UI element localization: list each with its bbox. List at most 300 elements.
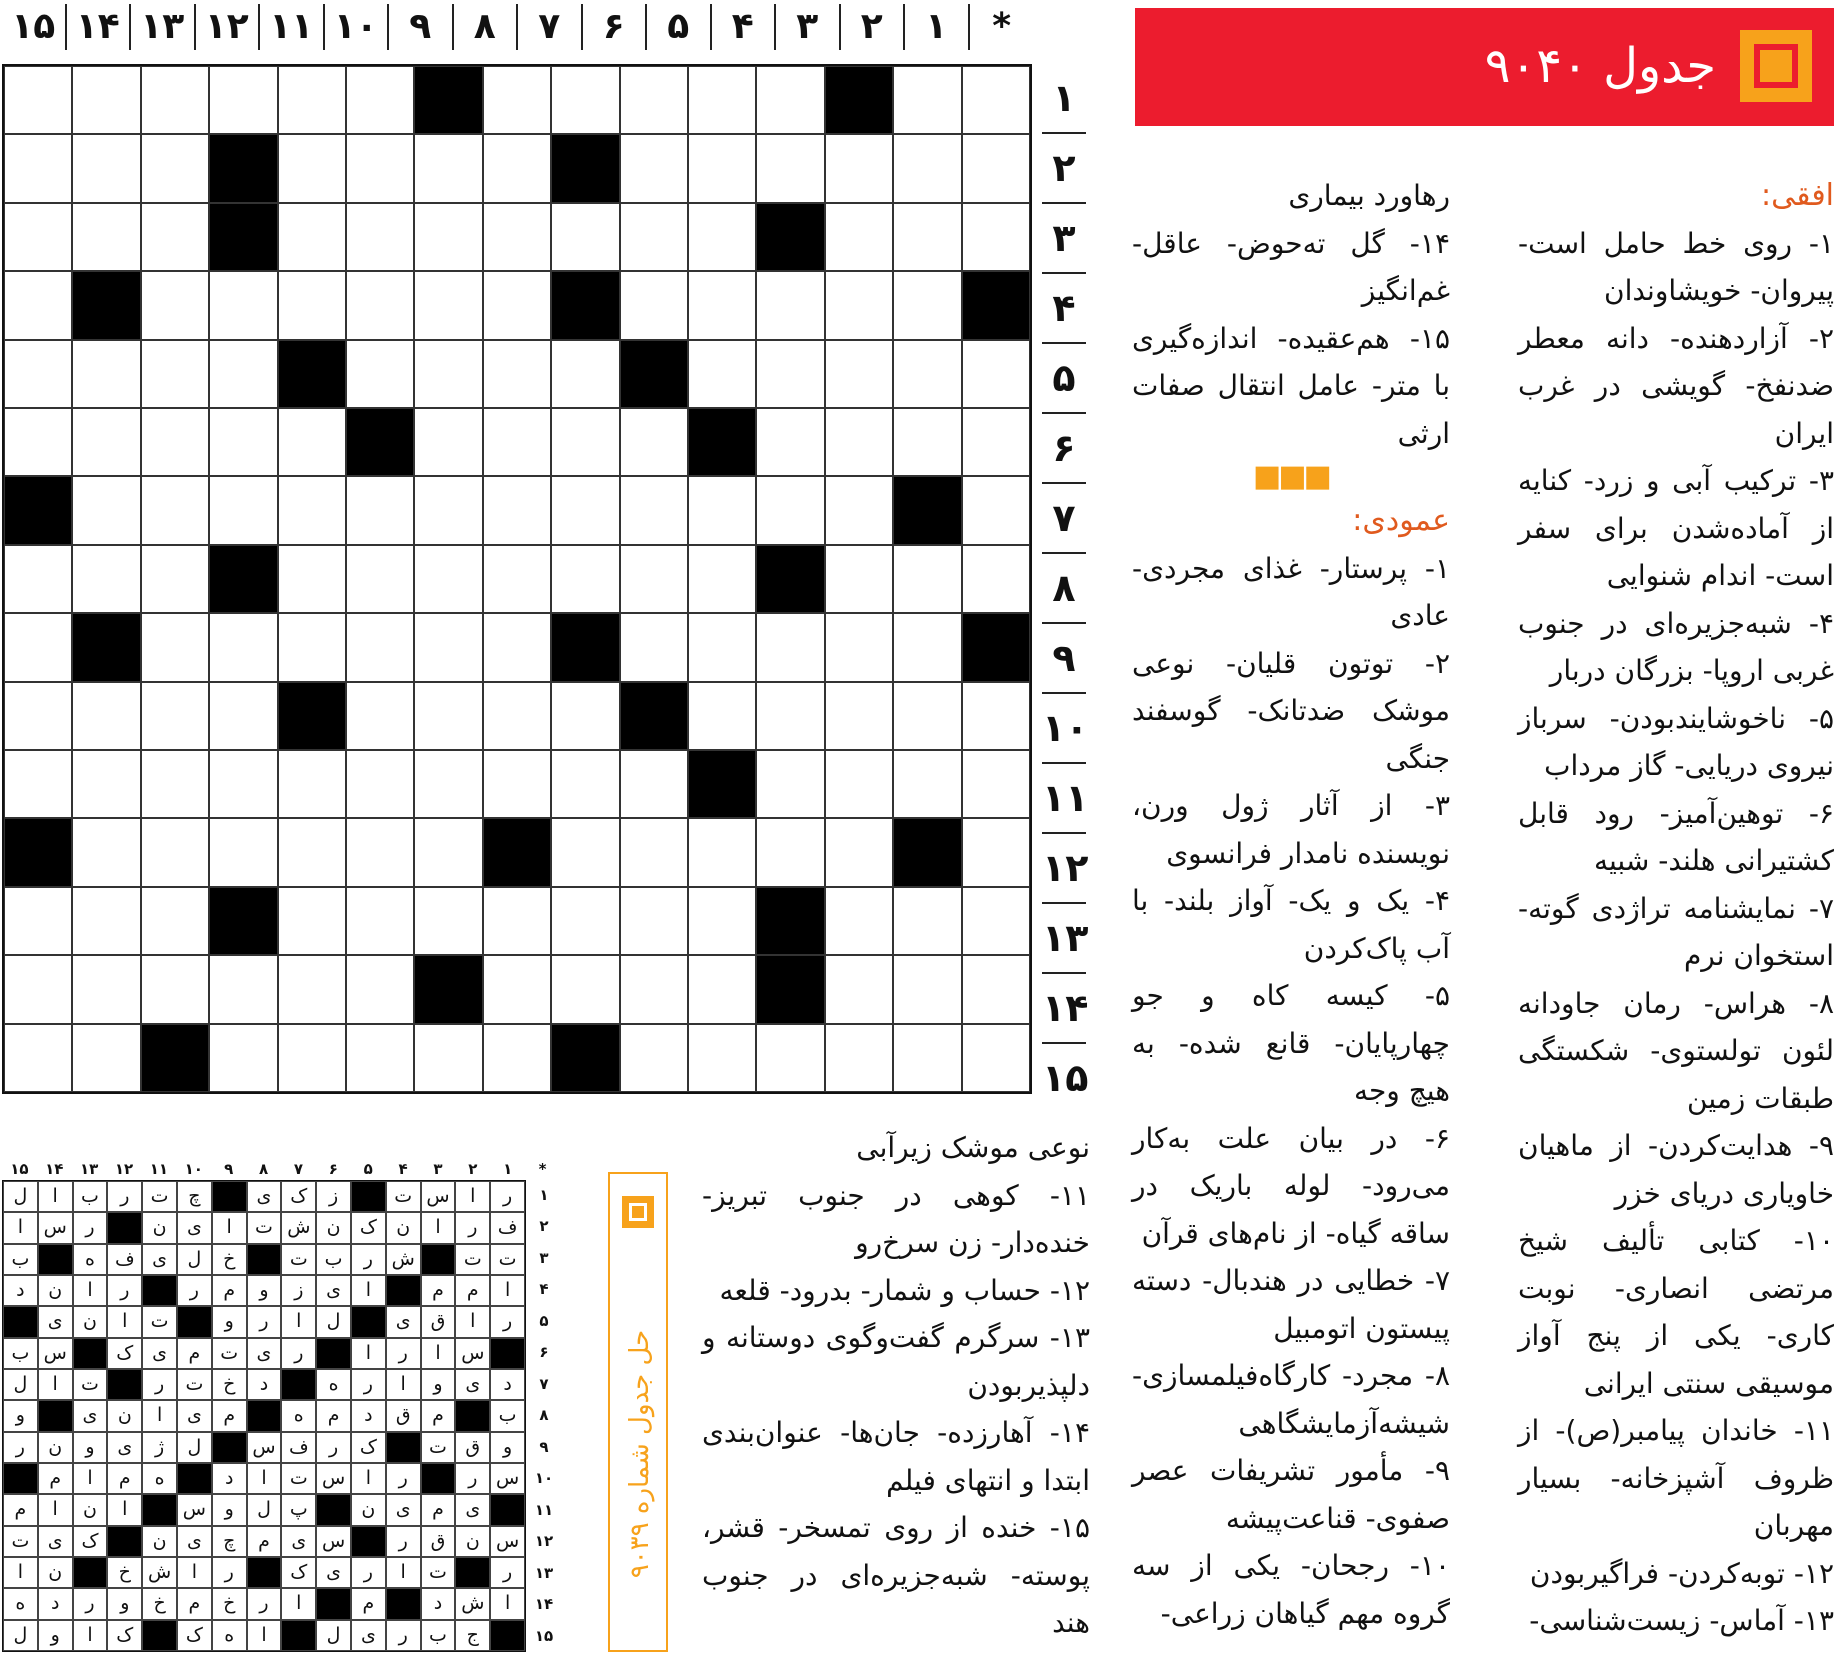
grid-empty-cell[interactable]: [620, 203, 688, 271]
grid-empty-cell[interactable]: [72, 134, 140, 202]
grid-empty-cell[interactable]: [825, 545, 893, 613]
grid-empty-cell[interactable]: [893, 545, 961, 613]
grid-empty-cell[interactable]: [72, 955, 140, 1023]
grid-empty-cell[interactable]: [72, 476, 140, 544]
grid-empty-cell[interactable]: [414, 340, 482, 408]
grid-empty-cell[interactable]: [346, 1024, 414, 1092]
solution-letter-cell: ت: [142, 1306, 177, 1337]
solution-letter-cell: م: [107, 1463, 142, 1494]
solution-letter-cell: ش: [281, 1212, 316, 1243]
puzzle-header-banner: [1135, 8, 1834, 126]
grid-empty-cell[interactable]: [346, 271, 414, 339]
grid-empty-cell[interactable]: [483, 545, 551, 613]
grid-empty-cell[interactable]: [72, 887, 140, 955]
grid-empty-cell[interactable]: [141, 134, 209, 202]
solution-letter-cell: ا: [281, 1306, 316, 1337]
solution-letter-cell: ر: [386, 1526, 421, 1557]
grid-empty-cell[interactable]: [346, 134, 414, 202]
solution-letter-cell: ن: [73, 1494, 108, 1525]
grid-black-cell: [4, 476, 72, 544]
grid-empty-cell[interactable]: [141, 887, 209, 955]
grid-empty-cell[interactable]: [141, 682, 209, 750]
grid-empty-cell[interactable]: [688, 682, 756, 750]
grid-empty-cell[interactable]: [893, 340, 961, 408]
grid-empty-cell[interactable]: [551, 203, 619, 271]
grid-empty-cell[interactable]: [893, 613, 961, 681]
grid-column-number: ۴: [712, 4, 777, 50]
solution-letter-cell: ر: [386, 1620, 421, 1651]
grid-empty-cell[interactable]: [414, 1024, 482, 1092]
grid-empty-cell[interactable]: [141, 203, 209, 271]
grid-empty-cell[interactable]: [278, 408, 346, 476]
grid-empty-cell[interactable]: [4, 545, 72, 613]
grid-empty-cell[interactable]: [620, 408, 688, 476]
grid-empty-cell[interactable]: [962, 408, 1030, 476]
grid-empty-cell[interactable]: [825, 340, 893, 408]
solution-letter-cell: ن: [107, 1400, 142, 1431]
solution-letter-cell: ا: [421, 1338, 456, 1369]
grid-empty-cell[interactable]: [209, 271, 277, 339]
solution-letter-cell: ر: [3, 1432, 38, 1463]
grid-empty-cell[interactable]: [141, 750, 209, 818]
solution-letter-cell: ر: [351, 1557, 386, 1588]
solution-letter-cell: و: [38, 1620, 73, 1651]
solution-black-cell: [107, 1526, 142, 1557]
grid-empty-cell[interactable]: [483, 203, 551, 271]
grid-empty-cell[interactable]: [414, 750, 482, 818]
grid-empty-cell[interactable]: [688, 545, 756, 613]
grid-empty-cell[interactable]: [551, 408, 619, 476]
grid-empty-cell[interactable]: [346, 955, 414, 1023]
solution-letter-cell: ت: [142, 1181, 177, 1212]
grid-empty-cell[interactable]: [825, 955, 893, 1023]
solution-black-cell: [38, 1400, 73, 1431]
grid-empty-cell[interactable]: [4, 271, 72, 339]
grid-empty-cell[interactable]: [483, 340, 551, 408]
solution-black-cell: [386, 1432, 421, 1463]
solution-letter-cell: ه: [281, 1400, 316, 1431]
grid-empty-cell[interactable]: [72, 818, 140, 886]
solution-letter-cell: ل: [3, 1369, 38, 1400]
horizontal-clue: رهاورد بیماری: [1288, 179, 1450, 212]
grid-empty-cell[interactable]: [483, 476, 551, 544]
solution-letter-cell: ر: [177, 1275, 212, 1306]
grid-empty-cell[interactable]: [346, 203, 414, 271]
grid-empty-cell[interactable]: [346, 682, 414, 750]
grid-empty-cell[interactable]: [962, 682, 1030, 750]
grid-empty-cell[interactable]: [346, 887, 414, 955]
solution-letter-cell: ا: [107, 1306, 142, 1337]
solution-black-cell: [281, 1369, 316, 1400]
grid-empty-cell[interactable]: [278, 1024, 346, 1092]
grid-empty-cell[interactable]: [278, 134, 346, 202]
grid-empty-cell[interactable]: [72, 682, 140, 750]
grid-empty-cell[interactable]: [551, 66, 619, 134]
grid-empty-cell[interactable]: [756, 750, 824, 818]
grid-empty-cell[interactable]: [414, 203, 482, 271]
grid-empty-cell[interactable]: [620, 1024, 688, 1092]
grid-empty-cell[interactable]: [141, 271, 209, 339]
grid-empty-cell[interactable]: [825, 682, 893, 750]
grid-empty-cell[interactable]: [756, 134, 824, 202]
grid-empty-cell[interactable]: [209, 613, 277, 681]
solution-black-cell: [281, 1620, 316, 1651]
grid-empty-cell[interactable]: [962, 818, 1030, 886]
grid-empty-cell[interactable]: [893, 408, 961, 476]
solution-letter-cell: ت: [177, 1369, 212, 1400]
grid-empty-cell[interactable]: [209, 66, 277, 134]
grid-empty-cell[interactable]: [893, 66, 961, 134]
solution-letter-cell: ک: [281, 1181, 316, 1212]
grid-empty-cell[interactable]: [893, 1024, 961, 1092]
solution-letter-cell: ا: [38, 1494, 73, 1525]
solution-letter-cell: ی: [177, 1400, 212, 1431]
grid-empty-cell[interactable]: [483, 66, 551, 134]
grid-empty-cell[interactable]: [551, 682, 619, 750]
grid-empty-cell[interactable]: [141, 66, 209, 134]
grid-empty-cell[interactable]: [209, 476, 277, 544]
grid-empty-cell[interactable]: [346, 750, 414, 818]
solution-letter-cell: ه: [212, 1620, 247, 1651]
grid-empty-cell[interactable]: [893, 887, 961, 955]
grid-empty-cell[interactable]: [346, 545, 414, 613]
grid-empty-cell[interactable]: [414, 271, 482, 339]
grid-empty-cell[interactable]: [688, 887, 756, 955]
grid-empty-cell[interactable]: [141, 545, 209, 613]
grid-empty-cell[interactable]: [756, 476, 824, 544]
grid-empty-cell[interactable]: [209, 340, 277, 408]
grid-empty-cell[interactable]: [483, 134, 551, 202]
grid-empty-cell[interactable]: [551, 545, 619, 613]
solution-letter-cell: ی: [142, 1338, 177, 1369]
grid-empty-cell[interactable]: [756, 818, 824, 886]
grid-empty-cell[interactable]: [756, 66, 824, 134]
grid-black-cell: [893, 818, 961, 886]
vertical-clue: ۳- از آثار ژول ورن، نویسنده نامدار فرانسوی: [1132, 789, 1450, 870]
solution-letter-cell: ل: [316, 1620, 351, 1651]
solution-letter-cell: و: [73, 1432, 108, 1463]
grid-empty-cell[interactable]: [962, 545, 1030, 613]
grid-empty-cell[interactable]: [756, 613, 824, 681]
grid-empty-cell[interactable]: [620, 271, 688, 339]
grid-empty-cell[interactable]: [141, 408, 209, 476]
grid-empty-cell[interactable]: [551, 887, 619, 955]
grid-empty-cell[interactable]: [141, 818, 209, 886]
solution-letter-cell: ه: [316, 1369, 351, 1400]
grid-empty-cell[interactable]: [620, 750, 688, 818]
grid-empty-cell[interactable]: [278, 271, 346, 339]
solution-letter-cell: ا: [386, 1369, 421, 1400]
solution-letter-cell: ا: [490, 1275, 525, 1306]
grid-empty-cell[interactable]: [893, 682, 961, 750]
grid-empty-cell[interactable]: [756, 1024, 824, 1092]
grid-empty-cell[interactable]: [346, 66, 414, 134]
grid-empty-cell[interactable]: [620, 476, 688, 544]
solution-row-number: ۴: [539, 1280, 549, 1299]
grid-empty-cell[interactable]: [414, 408, 482, 476]
grid-column-number: ۱۴: [67, 4, 132, 50]
solution-letter-cell: س: [490, 1463, 525, 1494]
solution-row-numbers: [528, 1180, 560, 1652]
grid-empty-cell[interactable]: [72, 66, 140, 134]
grid-empty-cell[interactable]: [141, 613, 209, 681]
grid-empty-cell[interactable]: [483, 271, 551, 339]
grid-empty-cell[interactable]: [209, 955, 277, 1023]
solution-letter-cell: ر: [247, 1588, 282, 1619]
solution-black-cell: [455, 1557, 490, 1588]
grid-empty-cell[interactable]: [278, 476, 346, 544]
grid-empty-cell[interactable]: [825, 818, 893, 886]
grid-row-number: ۱: [1042, 64, 1086, 134]
solution-letter-cell: خ: [212, 1369, 247, 1400]
grid-empty-cell[interactable]: [620, 66, 688, 134]
solution-letter-cell: س: [177, 1494, 212, 1525]
grid-empty-cell[interactable]: [825, 134, 893, 202]
grid-empty-cell[interactable]: [825, 887, 893, 955]
grid-empty-cell[interactable]: [4, 613, 72, 681]
grid-black-cell: [893, 476, 961, 544]
clue-line: ۱۲- حساب و شمار- بدرود- قلعه: [719, 1273, 1090, 1307]
solution-letter-cell: ت: [386, 1181, 421, 1212]
grid-empty-cell[interactable]: [414, 613, 482, 681]
grid-empty-cell[interactable]: [4, 887, 72, 955]
horizontal-clue: ۵- ناخوشایندبودن- سرباز نیروی دریایی- گاز مرداب: [1518, 701, 1834, 782]
grid-empty-cell[interactable]: [551, 476, 619, 544]
grid-empty-cell[interactable]: [483, 682, 551, 750]
solution-letter-cell: چ: [212, 1526, 247, 1557]
solution-letter-cell: م: [3, 1494, 38, 1525]
grid-empty-cell[interactable]: [551, 340, 619, 408]
horizontal-heading: افقی:: [1761, 178, 1834, 213]
grid-empty-cell[interactable]: [278, 66, 346, 134]
grid-black-cell: [551, 134, 619, 202]
grid-empty-cell[interactable]: [756, 340, 824, 408]
grid-empty-cell[interactable]: [72, 340, 140, 408]
grid-empty-cell[interactable]: [483, 955, 551, 1023]
solution-row-number: ۵: [539, 1311, 549, 1330]
solution-black-cell: [142, 1620, 177, 1651]
grid-empty-cell[interactable]: [278, 750, 346, 818]
grid-empty-cell[interactable]: [4, 203, 72, 271]
grid-empty-cell[interactable]: [688, 66, 756, 134]
grid-empty-cell[interactable]: [4, 955, 72, 1023]
grid-empty-cell[interactable]: [962, 203, 1030, 271]
grid-empty-cell[interactable]: [278, 545, 346, 613]
grid-empty-cell[interactable]: [141, 476, 209, 544]
grid-black-cell: [756, 887, 824, 955]
grid-empty-cell[interactable]: [209, 750, 277, 818]
grid-empty-cell[interactable]: [825, 1024, 893, 1092]
grid-empty-cell[interactable]: [688, 818, 756, 886]
grid-empty-cell[interactable]: [688, 271, 756, 339]
grid-empty-cell[interactable]: [620, 545, 688, 613]
grid-empty-cell[interactable]: [414, 818, 482, 886]
grid-empty-cell[interactable]: [825, 203, 893, 271]
grid-empty-cell[interactable]: [962, 955, 1030, 1023]
solution-column-numbers: [2, 1158, 560, 1180]
grid-empty-cell[interactable]: [893, 271, 961, 339]
grid-empty-cell[interactable]: [962, 66, 1030, 134]
horizontal-clue: ۶- توهین‌آمیز- رود قابل کشتیرانی هلند- شبیه: [1518, 796, 1834, 877]
grid-empty-cell[interactable]: [688, 1024, 756, 1092]
grid-empty-cell[interactable]: [688, 340, 756, 408]
grid-empty-cell[interactable]: [4, 682, 72, 750]
solution-letter-cell: ن: [142, 1526, 177, 1557]
grid-empty-cell[interactable]: [278, 887, 346, 955]
grid-empty-cell[interactable]: [346, 340, 414, 408]
grid-empty-cell[interactable]: [346, 818, 414, 886]
grid-empty-cell[interactable]: [962, 887, 1030, 955]
grid-empty-cell[interactable]: [72, 1024, 140, 1092]
solution-letter-cell: ی: [316, 1557, 351, 1588]
grid-empty-cell[interactable]: [414, 887, 482, 955]
solution-row-number: ۳: [539, 1248, 549, 1267]
grid-empty-cell[interactable]: [620, 134, 688, 202]
grid-empty-cell[interactable]: [962, 1024, 1030, 1092]
grid-empty-cell[interactable]: [756, 682, 824, 750]
clue-line: نوعی موشک زیرآبی: [856, 1131, 1090, 1164]
solution-column-number: ۱۳: [80, 1160, 99, 1178]
grid-empty-cell[interactable]: [825, 750, 893, 818]
grid-empty-cell[interactable]: [620, 887, 688, 955]
grid-empty-cell[interactable]: [4, 750, 72, 818]
grid-empty-cell[interactable]: [346, 476, 414, 544]
solution-letter-cell: ر: [490, 1181, 525, 1212]
grid-empty-cell[interactable]: [278, 955, 346, 1023]
grid-empty-cell[interactable]: [4, 1024, 72, 1092]
solution-letter-cell: ر: [351, 1369, 386, 1400]
solution-letter-cell: ک: [73, 1526, 108, 1557]
horizontal-clue: ۱۲- توبه‌کردن- فراگیربودن: [1529, 1556, 1834, 1590]
solution-letter-cell: م: [177, 1588, 212, 1619]
grid-black-cell: [756, 545, 824, 613]
solution-letter-cell: ش: [142, 1557, 177, 1588]
grid-empty-cell[interactable]: [141, 955, 209, 1023]
grid-empty-cell[interactable]: [620, 818, 688, 886]
solution-letter-cell: د: [351, 1400, 386, 1431]
solution-letter-cell: ل: [177, 1244, 212, 1275]
grid-empty-cell[interactable]: [483, 887, 551, 955]
grid-empty-cell[interactable]: [825, 613, 893, 681]
grid-empty-cell[interactable]: [551, 750, 619, 818]
grid-empty-cell[interactable]: [72, 545, 140, 613]
grid-empty-cell[interactable]: [414, 134, 482, 202]
grid-empty-cell[interactable]: [688, 134, 756, 202]
solution-letter-cell: ا: [351, 1338, 386, 1369]
grid-empty-cell[interactable]: [72, 408, 140, 476]
grid-empty-cell[interactable]: [962, 340, 1030, 408]
solution-letter-cell: م: [421, 1494, 456, 1525]
grid-empty-cell[interactable]: [962, 134, 1030, 202]
grid-empty-cell[interactable]: [483, 613, 551, 681]
grid-empty-cell[interactable]: [688, 476, 756, 544]
grid-empty-cell[interactable]: [483, 408, 551, 476]
solution-black-cell: [351, 1306, 386, 1337]
grid-empty-cell[interactable]: [893, 750, 961, 818]
grid-empty-cell[interactable]: [620, 613, 688, 681]
solution-letter-cell: چ: [177, 1181, 212, 1212]
solution-logo-icon: [622, 1196, 654, 1228]
solution-letter-cell: ر: [490, 1557, 525, 1588]
grid-empty-cell[interactable]: [756, 408, 824, 476]
grid-empty-cell[interactable]: [620, 955, 688, 1023]
solution-letter-cell: م: [212, 1275, 247, 1306]
grid-empty-cell[interactable]: [346, 613, 414, 681]
grid-empty-cell[interactable]: [893, 203, 961, 271]
grid-empty-cell[interactable]: [483, 750, 551, 818]
grid-empty-cell[interactable]: [209, 682, 277, 750]
solution-title-banner: [608, 1172, 668, 1652]
grid-empty-cell[interactable]: [688, 955, 756, 1023]
grid-empty-cell[interactable]: [825, 271, 893, 339]
grid-empty-cell[interactable]: [141, 340, 209, 408]
grid-empty-cell[interactable]: [414, 545, 482, 613]
grid-row-number: ۱۲: [1042, 834, 1086, 904]
grid-black-cell: [483, 818, 551, 886]
solution-black-cell: [386, 1588, 421, 1619]
solution-letter-cell: و: [421, 1369, 456, 1400]
grid-empty-cell[interactable]: [4, 408, 72, 476]
solution-letter-cell: ت: [247, 1212, 282, 1243]
solution-letter-cell: ت: [73, 1369, 108, 1400]
grid-empty-cell[interactable]: [414, 682, 482, 750]
grid-empty-cell[interactable]: [893, 134, 961, 202]
grid-empty-cell[interactable]: [278, 818, 346, 886]
grid-empty-cell[interactable]: [72, 203, 140, 271]
solution-letter-cell: ب: [490, 1400, 525, 1431]
grid-empty-cell[interactable]: [209, 1024, 277, 1092]
solution-black-cell: [316, 1588, 351, 1619]
solution-letter-cell: ن: [351, 1494, 386, 1525]
grid-column-number: ۸: [454, 4, 519, 50]
grid-empty-cell[interactable]: [756, 271, 824, 339]
solution-column-number: ۷: [293, 1160, 304, 1178]
solution-letter-cell: ا: [73, 1463, 108, 1494]
grid-empty-cell[interactable]: [4, 134, 72, 202]
solution-letter-cell: د: [421, 1588, 456, 1619]
grid-empty-cell[interactable]: [4, 66, 72, 134]
grid-empty-cell[interactable]: [483, 1024, 551, 1092]
grid-empty-cell[interactable]: [551, 955, 619, 1023]
grid-empty-cell[interactable]: [209, 818, 277, 886]
grid-empty-cell[interactable]: [4, 340, 72, 408]
grid-empty-cell[interactable]: [278, 613, 346, 681]
grid-empty-cell[interactable]: [414, 476, 482, 544]
horizontal-clue: ۴- شبه‌جزیره‌ای در جنوب غربی اروپا- بزرگان دربار: [1518, 606, 1834, 687]
solution-black-cell: [38, 1244, 73, 1275]
grid-empty-cell[interactable]: [825, 408, 893, 476]
solution-letter-cell: ا: [281, 1588, 316, 1619]
grid-empty-cell[interactable]: [962, 476, 1030, 544]
grid-empty-cell[interactable]: [825, 476, 893, 544]
grid-empty-cell[interactable]: [209, 408, 277, 476]
solution-letter-cell: ه: [3, 1588, 38, 1619]
grid-empty-cell[interactable]: [688, 613, 756, 681]
solution-letter-cell: ف: [281, 1432, 316, 1463]
grid-empty-cell[interactable]: [688, 203, 756, 271]
solution-letter-cell: ل: [3, 1620, 38, 1651]
grid-empty-cell[interactable]: [278, 203, 346, 271]
grid-empty-cell[interactable]: [893, 955, 961, 1023]
solution-column-number: ۱۴: [45, 1160, 64, 1178]
grid-empty-cell[interactable]: [551, 818, 619, 886]
solution-column-number: ۸: [258, 1160, 269, 1178]
vertical-clue: ۱- پرستار- غذای مجردی- عادی: [1132, 551, 1450, 632]
grid-empty-cell[interactable]: [72, 750, 140, 818]
grid-empty-cell[interactable]: [962, 750, 1030, 818]
solution-letter-cell: ا: [455, 1306, 490, 1337]
solution-letter-cell: ا: [73, 1275, 108, 1306]
